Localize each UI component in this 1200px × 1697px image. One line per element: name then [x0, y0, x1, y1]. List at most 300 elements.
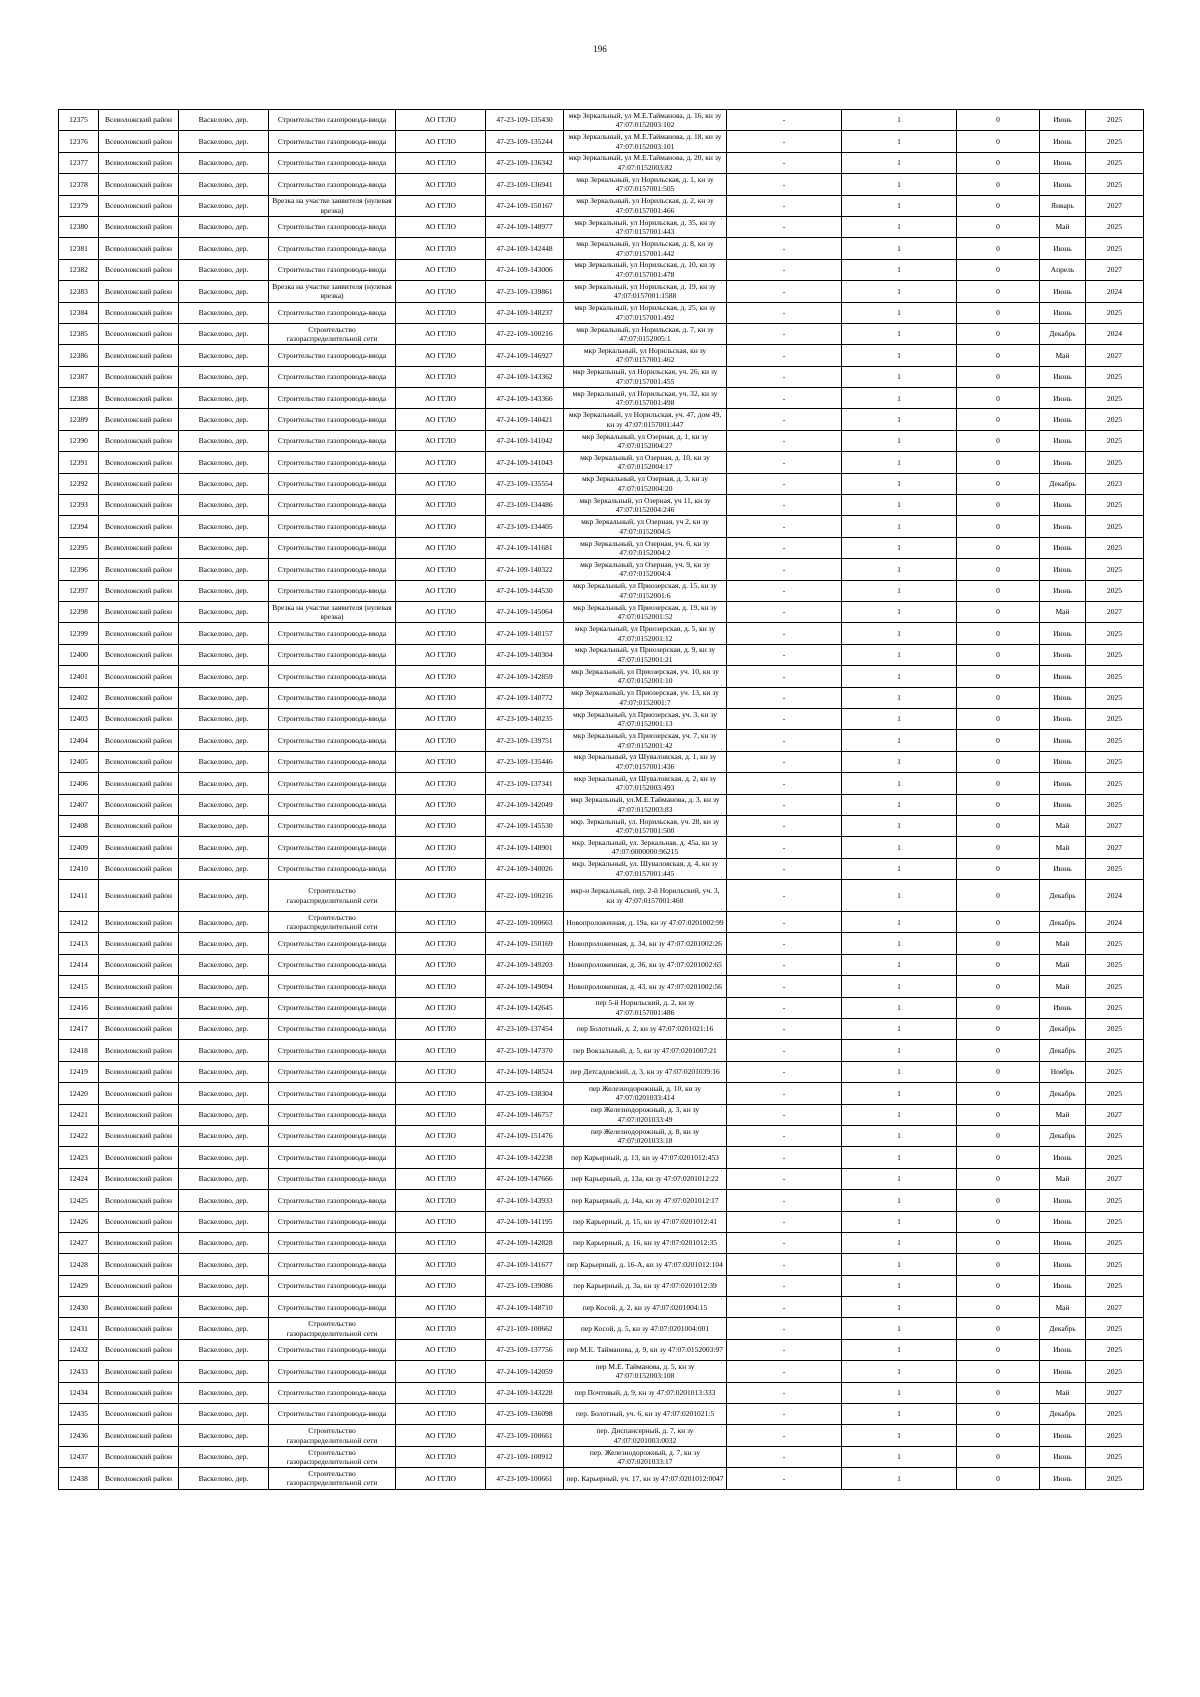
row-number: 12410 — [59, 858, 99, 879]
work-type-cell: Строительство газопровода-ввода — [269, 687, 396, 708]
quantity-cell: 1 — [842, 1404, 957, 1425]
month-cell: Июнь — [1040, 644, 1086, 665]
dash-cell: - — [727, 516, 842, 537]
zero-cell: 0 — [957, 559, 1040, 580]
month-cell: Май — [1040, 1297, 1086, 1318]
quantity-cell: 1 — [842, 1468, 957, 1489]
month-cell: Декабрь — [1040, 1318, 1086, 1339]
application-code-cell: 47-24-109-142049 — [486, 794, 564, 815]
address-cell: мкр Зеркальный, ул Приозерская, уч. 7, кн зу 47:07:0152001:42 — [564, 730, 727, 751]
application-code-cell: 47-24-109-145064 — [486, 601, 564, 622]
locality-cell: Васкелово, дер. — [179, 1339, 269, 1360]
month-cell: Апрель — [1040, 259, 1086, 280]
address-cell: мкр Зеркальный, ул Озерная, уч. 9, кн зу 47:07:0152004:4 — [564, 559, 727, 580]
zero-cell: 0 — [957, 1404, 1040, 1425]
table-row — [59, 1361, 1144, 1382]
row-number: 12377 — [59, 152, 99, 173]
application-code-cell: 47-24-109-141042 — [486, 430, 564, 451]
work-type-cell: Строительство газопровода-ввода — [269, 345, 396, 366]
year-cell: 2027 — [1086, 837, 1144, 858]
table-row — [59, 1190, 1144, 1211]
year-cell: 2025 — [1086, 580, 1144, 601]
year-cell: 2025 — [1086, 174, 1144, 195]
application-code-cell: 47-23-109-136342 — [486, 152, 564, 173]
table-row — [59, 302, 1144, 323]
row-number: 12402 — [59, 687, 99, 708]
application-code-cell: 47-24-109-140157 — [486, 623, 564, 644]
table-row — [59, 559, 1144, 580]
table-row — [59, 1275, 1144, 1296]
dash-cell: - — [727, 997, 842, 1018]
application-code-cell: 47-24-109-142448 — [486, 238, 564, 259]
zero-cell: 0 — [957, 976, 1040, 997]
row-number: 12399 — [59, 623, 99, 644]
district-cell: Всеволожский район — [99, 880, 179, 912]
row-number: 12375 — [59, 110, 99, 131]
quantity-cell: 1 — [842, 366, 957, 387]
year-cell: 2025 — [1086, 751, 1144, 772]
locality-cell: Васкелово, дер. — [179, 1404, 269, 1425]
organization-cell: АО ГГЛО — [396, 1125, 486, 1146]
locality-cell: Васкелово, дер. — [179, 1168, 269, 1189]
table-row — [59, 623, 1144, 644]
locality-cell: Васкелово, дер. — [179, 601, 269, 622]
table-row — [59, 1061, 1144, 1082]
locality-cell: Васкелово, дер. — [179, 559, 269, 580]
work-type-cell: Строительство газопровода-ввода — [269, 1040, 396, 1061]
quantity-cell: 1 — [842, 1382, 957, 1403]
district-cell: Всеволожский район — [99, 1190, 179, 1211]
month-cell: Май — [1040, 815, 1086, 836]
dash-cell: - — [727, 1125, 842, 1146]
year-cell: 2024 — [1086, 880, 1144, 912]
locality-cell: Васкелово, дер. — [179, 302, 269, 323]
dash-cell: - — [727, 216, 842, 237]
application-code-cell: 47-23-109-134405 — [486, 516, 564, 537]
year-cell: 2025 — [1086, 1083, 1144, 1104]
zero-cell: 0 — [957, 195, 1040, 216]
year-cell: 2027 — [1086, 1382, 1144, 1403]
zero-cell: 0 — [957, 152, 1040, 173]
row-number: 12415 — [59, 976, 99, 997]
address-cell: мкр Зеркальный, ул Норильская, д. 19, кн зу 47:07:0157001:1588 — [564, 281, 727, 302]
zero-cell: 0 — [957, 430, 1040, 451]
table-row — [59, 1468, 1144, 1489]
address-cell: пер. Диспансерный, д. 7, кн зу 47:07:0201003:0032 — [564, 1425, 727, 1446]
district-cell: Всеволожский район — [99, 259, 179, 280]
quantity-cell: 1 — [842, 452, 957, 473]
work-type-cell: Строительство газопровода-ввода — [269, 302, 396, 323]
quantity-cell: 1 — [842, 644, 957, 665]
quantity-cell: 1 — [842, 302, 957, 323]
work-type-cell: Строительство газопровода-ввода — [269, 537, 396, 558]
zero-cell: 0 — [957, 1232, 1040, 1253]
address-cell: пер М.Е. Тайманова, д. 5, кн зу 47:07:0152003:108 — [564, 1361, 727, 1382]
application-code-cell: 47-24-109-140772 — [486, 687, 564, 708]
address-cell: пер Железнодорожный, д. 8, кн зу 47:07:0201033:18 — [564, 1125, 727, 1146]
table-row — [59, 1211, 1144, 1232]
dash-cell: - — [727, 195, 842, 216]
year-cell: 2025 — [1086, 1232, 1144, 1253]
work-type-cell: Строительство газопровода-ввода — [269, 1147, 396, 1168]
work-type-cell: Строительство газопровода-ввода — [269, 1254, 396, 1275]
locality-cell: Васкелово, дер. — [179, 366, 269, 387]
zero-cell: 0 — [957, 495, 1040, 516]
dash-cell: - — [727, 281, 842, 302]
table-row — [59, 815, 1144, 836]
month-cell: Июнь — [1040, 452, 1086, 473]
address-cell: мкр Зеркальный, ул Норильская, д. 25, кн зу 47:07:0157001:492 — [564, 302, 727, 323]
organization-cell: АО ГГЛО — [396, 773, 486, 794]
dash-cell: - — [727, 345, 842, 366]
month-cell: Июнь — [1040, 302, 1086, 323]
zero-cell: 0 — [957, 1254, 1040, 1275]
year-cell: 2025 — [1086, 1061, 1144, 1082]
year-cell: 2027 — [1086, 195, 1144, 216]
work-type-cell: Строительство газопровода-ввода — [269, 708, 396, 729]
zero-cell: 0 — [957, 388, 1040, 409]
work-type-cell: Строительство газопровода-ввода — [269, 1125, 396, 1146]
application-code-cell: 47-24-109-149094 — [486, 976, 564, 997]
zero-cell: 0 — [957, 1104, 1040, 1125]
table-row — [59, 1425, 1144, 1446]
quantity-cell: 1 — [842, 837, 957, 858]
quantity-cell: 1 — [842, 858, 957, 879]
address-cell: мкр Зеркальный, ул.М.Е.Тайманова, д. 3, кн зу 47:07:0152003:83 — [564, 794, 727, 815]
year-cell: 2025 — [1086, 1275, 1144, 1296]
quantity-cell: 1 — [842, 323, 957, 344]
organization-cell: АО ГГЛО — [396, 1361, 486, 1382]
work-type-cell: Строительство газопровода-ввода — [269, 580, 396, 601]
organization-cell: АО ГГЛО — [396, 751, 486, 772]
month-cell: Июнь — [1040, 174, 1086, 195]
table-row — [59, 452, 1144, 473]
locality-cell: Васкелово, дер. — [179, 976, 269, 997]
dash-cell: - — [727, 1040, 842, 1061]
year-cell: 2025 — [1086, 1190, 1144, 1211]
year-cell: 2025 — [1086, 1361, 1144, 1382]
district-cell: Всеволожский район — [99, 644, 179, 665]
district-cell: Всеволожский район — [99, 751, 179, 772]
year-cell: 2025 — [1086, 388, 1144, 409]
year-cell: 2025 — [1086, 430, 1144, 451]
row-number: 12395 — [59, 537, 99, 558]
table-row — [59, 366, 1144, 387]
work-type-cell: Строительство газопровода-ввода — [269, 1211, 396, 1232]
year-cell: 2025 — [1086, 537, 1144, 558]
district-cell: Всеволожский район — [99, 837, 179, 858]
application-code-cell: 47-23-109-140235 — [486, 708, 564, 729]
dash-cell: - — [727, 473, 842, 494]
district-cell: Всеволожский район — [99, 216, 179, 237]
organization-cell: АО ГГЛО — [396, 1404, 486, 1425]
table-row — [59, 773, 1144, 794]
zero-cell: 0 — [957, 858, 1040, 879]
locality-cell: Васкелово, дер. — [179, 152, 269, 173]
quantity-cell: 1 — [842, 238, 957, 259]
year-cell: 2025 — [1086, 666, 1144, 687]
row-number: 12398 — [59, 601, 99, 622]
work-type-cell: Строительство газопровода-ввода — [269, 976, 396, 997]
table-row — [59, 1147, 1144, 1168]
organization-cell: АО ГГЛО — [396, 430, 486, 451]
organization-cell: АО ГГЛО — [396, 1339, 486, 1360]
year-cell: 2027 — [1086, 815, 1144, 836]
dash-cell: - — [727, 837, 842, 858]
dash-cell: - — [727, 1425, 842, 1446]
quantity-cell: 1 — [842, 1254, 957, 1275]
address-cell: Новопроложенная, д. 36, кн зу 47:07:0201002:65 — [564, 954, 727, 975]
quantity-cell: 1 — [842, 997, 957, 1018]
work-type-cell: Строительство газопровода-ввода — [269, 366, 396, 387]
table-row — [59, 1254, 1144, 1275]
district-cell: Всеволожский район — [99, 1275, 179, 1296]
address-cell: пер М.Е. Тайманова, д. 9, кн зу 47:07:0152003:97 — [564, 1339, 727, 1360]
district-cell: Всеволожский район — [99, 174, 179, 195]
year-cell: 2025 — [1086, 623, 1144, 644]
month-cell: Май — [1040, 1168, 1086, 1189]
quantity-cell: 1 — [842, 1125, 957, 1146]
organization-cell: АО ГГЛО — [396, 1147, 486, 1168]
month-cell: Июнь — [1040, 559, 1086, 580]
district-cell: Всеволожский район — [99, 933, 179, 954]
district-cell: Всеволожский район — [99, 708, 179, 729]
year-cell: 2025 — [1086, 858, 1144, 879]
organization-cell: АО ГГЛО — [396, 1318, 486, 1339]
locality-cell: Васкелово, дер. — [179, 858, 269, 879]
table-row — [59, 1404, 1144, 1425]
application-code-cell: 47-22-109-100663 — [486, 912, 564, 933]
application-code-cell: 47-23-109-135244 — [486, 131, 564, 152]
zero-cell: 0 — [957, 174, 1040, 195]
address-cell: пер Карьерный, д. 15, кн зу 47:07:0201012:41 — [564, 1211, 727, 1232]
application-code-cell: 47-24-109-140026 — [486, 858, 564, 879]
application-code-cell: 47-23-109-137341 — [486, 773, 564, 794]
address-cell: пер Карьерный, д. 3а, кн зу 47:07:0201012:39 — [564, 1275, 727, 1296]
table-row — [59, 976, 1144, 997]
locality-cell: Васкелово, дер. — [179, 516, 269, 537]
address-cell: мкр Зеркальный, ул Озерная, д. 1, кн зу 47:07:0152004:27 — [564, 430, 727, 451]
quantity-cell: 1 — [842, 751, 957, 772]
quantity-cell: 1 — [842, 1275, 957, 1296]
dash-cell: - — [727, 1297, 842, 1318]
table-row — [59, 858, 1144, 879]
quantity-cell: 1 — [842, 216, 957, 237]
row-number: 12400 — [59, 644, 99, 665]
dash-cell: - — [727, 452, 842, 473]
month-cell: Июнь — [1040, 997, 1086, 1018]
month-cell: Июнь — [1040, 516, 1086, 537]
row-number: 12433 — [59, 1361, 99, 1382]
address-cell: мкр. Зеркальный, ул. Зеркальная, д. 45а, кн зу 47:07:0000000:96215 — [564, 837, 727, 858]
application-code-cell: 47-24-109-142059 — [486, 1361, 564, 1382]
row-number: 12405 — [59, 751, 99, 772]
zero-cell: 0 — [957, 1168, 1040, 1189]
dash-cell: - — [727, 687, 842, 708]
dash-cell: - — [727, 323, 842, 344]
row-number: 12391 — [59, 452, 99, 473]
locality-cell: Васкелово, дер. — [179, 815, 269, 836]
application-code-cell: 47-23-109-135554 — [486, 473, 564, 494]
zero-cell: 0 — [957, 1361, 1040, 1382]
zero-cell: 0 — [957, 516, 1040, 537]
zero-cell: 0 — [957, 1468, 1040, 1489]
dash-cell: - — [727, 1339, 842, 1360]
table-row — [59, 837, 1144, 858]
organization-cell: АО ГГЛО — [396, 954, 486, 975]
zero-cell: 0 — [957, 623, 1040, 644]
quantity-cell: 1 — [842, 537, 957, 558]
locality-cell: Васкелово, дер. — [179, 495, 269, 516]
dash-cell: - — [727, 1104, 842, 1125]
address-cell: мкр Зеркальный, ул Норильская, д. 8, кн зу 47:07:0157001:442 — [564, 238, 727, 259]
month-cell: Июнь — [1040, 580, 1086, 601]
zero-cell: 0 — [957, 345, 1040, 366]
district-cell: Всеволожский район — [99, 815, 179, 836]
district-cell: Всеволожский район — [99, 238, 179, 259]
locality-cell: Васкелово, дер. — [179, 730, 269, 751]
application-code-cell: 47-23-109-139751 — [486, 730, 564, 751]
application-code-cell: 47-23-109-100661 — [486, 1468, 564, 1489]
application-code-cell: 47-24-109-146927 — [486, 345, 564, 366]
quantity-cell: 1 — [842, 345, 957, 366]
district-cell: Всеволожский район — [99, 1019, 179, 1040]
month-cell: Июнь — [1040, 281, 1086, 302]
work-type-cell: Строительство газопровода-ввода — [269, 751, 396, 772]
organization-cell: АО ГГЛО — [396, 559, 486, 580]
work-type-cell: Строительство газораспределительной сети — [269, 912, 396, 933]
zero-cell: 0 — [957, 1446, 1040, 1467]
address-cell: мкр Зеркальный, ул М.Е.Тайманова, д. 16, кн зу 47:07:0152003:102 — [564, 110, 727, 131]
dash-cell: - — [727, 773, 842, 794]
address-cell: мкр. Зеркальный, ул. Норильская, уч. 28, кн зу 47:07:0157001:500 — [564, 815, 727, 836]
address-cell: Новопроложенная, д. 19а, кн зу 47:07:0201002:99 — [564, 912, 727, 933]
month-cell: Июнь — [1040, 366, 1086, 387]
year-cell: 2025 — [1086, 1211, 1144, 1232]
locality-cell: Васкелово, дер. — [179, 1125, 269, 1146]
locality-cell: Васкелово, дер. — [179, 1147, 269, 1168]
district-cell: Всеволожский район — [99, 452, 179, 473]
organization-cell: АО ГГЛО — [396, 1104, 486, 1125]
locality-cell: Васкелово, дер. — [179, 409, 269, 430]
organization-cell: АО ГГЛО — [396, 259, 486, 280]
work-type-cell: Строительство газопровода-ввода — [269, 837, 396, 858]
work-type-cell: Строительство газопровода-ввода — [269, 473, 396, 494]
month-cell: Июнь — [1040, 152, 1086, 173]
organization-cell: АО ГГЛО — [396, 666, 486, 687]
year-cell: 2025 — [1086, 773, 1144, 794]
dash-cell: - — [727, 559, 842, 580]
year-cell: 2023 — [1086, 473, 1144, 494]
district-cell: Всеволожский район — [99, 1297, 179, 1318]
organization-cell: АО ГГЛО — [396, 837, 486, 858]
application-code-cell: 47-23-109-138304 — [486, 1083, 564, 1104]
month-cell: Июнь — [1040, 666, 1086, 687]
address-cell: мкр Зеркальный, ул Приозерская, уч. 3, кн зу 47:07:0152001:13 — [564, 708, 727, 729]
dash-cell: - — [727, 794, 842, 815]
application-code-cell: 47-23-109-137756 — [486, 1339, 564, 1360]
year-cell: 2025 — [1086, 976, 1144, 997]
quantity-cell: 1 — [842, 174, 957, 195]
table-row — [59, 1019, 1144, 1040]
dash-cell: - — [727, 751, 842, 772]
application-code-cell: 47-24-109-143006 — [486, 259, 564, 280]
quantity-cell: 1 — [842, 409, 957, 430]
locality-cell: Васкелово, дер. — [179, 1019, 269, 1040]
organization-cell: АО ГГЛО — [396, 388, 486, 409]
table-row — [59, 933, 1144, 954]
month-cell: Июнь — [1040, 1425, 1086, 1446]
work-type-cell: Строительство газопровода-ввода — [269, 409, 396, 430]
quantity-cell: 1 — [842, 687, 957, 708]
zero-cell: 0 — [957, 409, 1040, 430]
work-type-cell: Строительство газопровода-ввода — [269, 452, 396, 473]
row-number: 12407 — [59, 794, 99, 815]
table-row — [59, 216, 1144, 237]
locality-cell: Васкелово, дер. — [179, 1361, 269, 1382]
month-cell: Июнь — [1040, 388, 1086, 409]
dash-cell: - — [727, 1168, 842, 1189]
table-row — [59, 131, 1144, 152]
district-cell: Всеволожский район — [99, 473, 179, 494]
work-type-cell: Строительство газораспределительной сети — [269, 323, 396, 344]
row-number: 12409 — [59, 837, 99, 858]
quantity-cell: 1 — [842, 1297, 957, 1318]
dash-cell: - — [727, 409, 842, 430]
locality-cell: Васкелово, дер. — [179, 1382, 269, 1403]
row-number: 12386 — [59, 345, 99, 366]
district-cell: Всеволожский район — [99, 323, 179, 344]
district-cell: Всеволожский район — [99, 366, 179, 387]
locality-cell: Васкелово, дер. — [179, 880, 269, 912]
quantity-cell: 1 — [842, 473, 957, 494]
year-cell: 2025 — [1086, 366, 1144, 387]
work-type-cell: Строительство газопровода-ввода — [269, 954, 396, 975]
zero-cell: 0 — [957, 1147, 1040, 1168]
table-row — [59, 1104, 1144, 1125]
row-number: 12413 — [59, 933, 99, 954]
work-type-cell: Строительство газопровода-ввода — [269, 1190, 396, 1211]
month-cell: Май — [1040, 1104, 1086, 1125]
table-row — [59, 1040, 1144, 1061]
locality-cell: Васкелово, дер. — [179, 195, 269, 216]
zero-cell: 0 — [957, 238, 1040, 259]
dash-cell: - — [727, 1232, 842, 1253]
month-cell: Июнь — [1040, 1232, 1086, 1253]
zero-cell: 0 — [957, 131, 1040, 152]
address-cell: Новопроложенная, д. 43, кн зу 47:07:0201002:56 — [564, 976, 727, 997]
table-row — [59, 794, 1144, 815]
row-number: 12417 — [59, 1019, 99, 1040]
dash-cell: - — [727, 302, 842, 323]
address-cell: мкр. Зеркальный, ул. Шуваловская, д. 4, кн зу 47:07:0157001:445 — [564, 858, 727, 879]
row-number: 12425 — [59, 1190, 99, 1211]
row-number: 12435 — [59, 1404, 99, 1425]
application-code-cell: 47-24-109-143933 — [486, 1190, 564, 1211]
district-cell: Всеволожский район — [99, 388, 179, 409]
work-type-cell: Строительство газопровода-ввода — [269, 495, 396, 516]
application-code-cell: 47-24-109-142828 — [486, 1232, 564, 1253]
locality-cell: Васкелово, дер. — [179, 794, 269, 815]
zero-cell: 0 — [957, 1211, 1040, 1232]
quantity-cell: 1 — [842, 495, 957, 516]
year-cell: 2025 — [1086, 495, 1144, 516]
locality-cell: Васкелово, дер. — [179, 1232, 269, 1253]
year-cell: 2025 — [1086, 1040, 1144, 1061]
locality-cell: Васкелово, дер. — [179, 1318, 269, 1339]
district-cell: Всеволожский район — [99, 601, 179, 622]
zero-cell: 0 — [957, 730, 1040, 751]
